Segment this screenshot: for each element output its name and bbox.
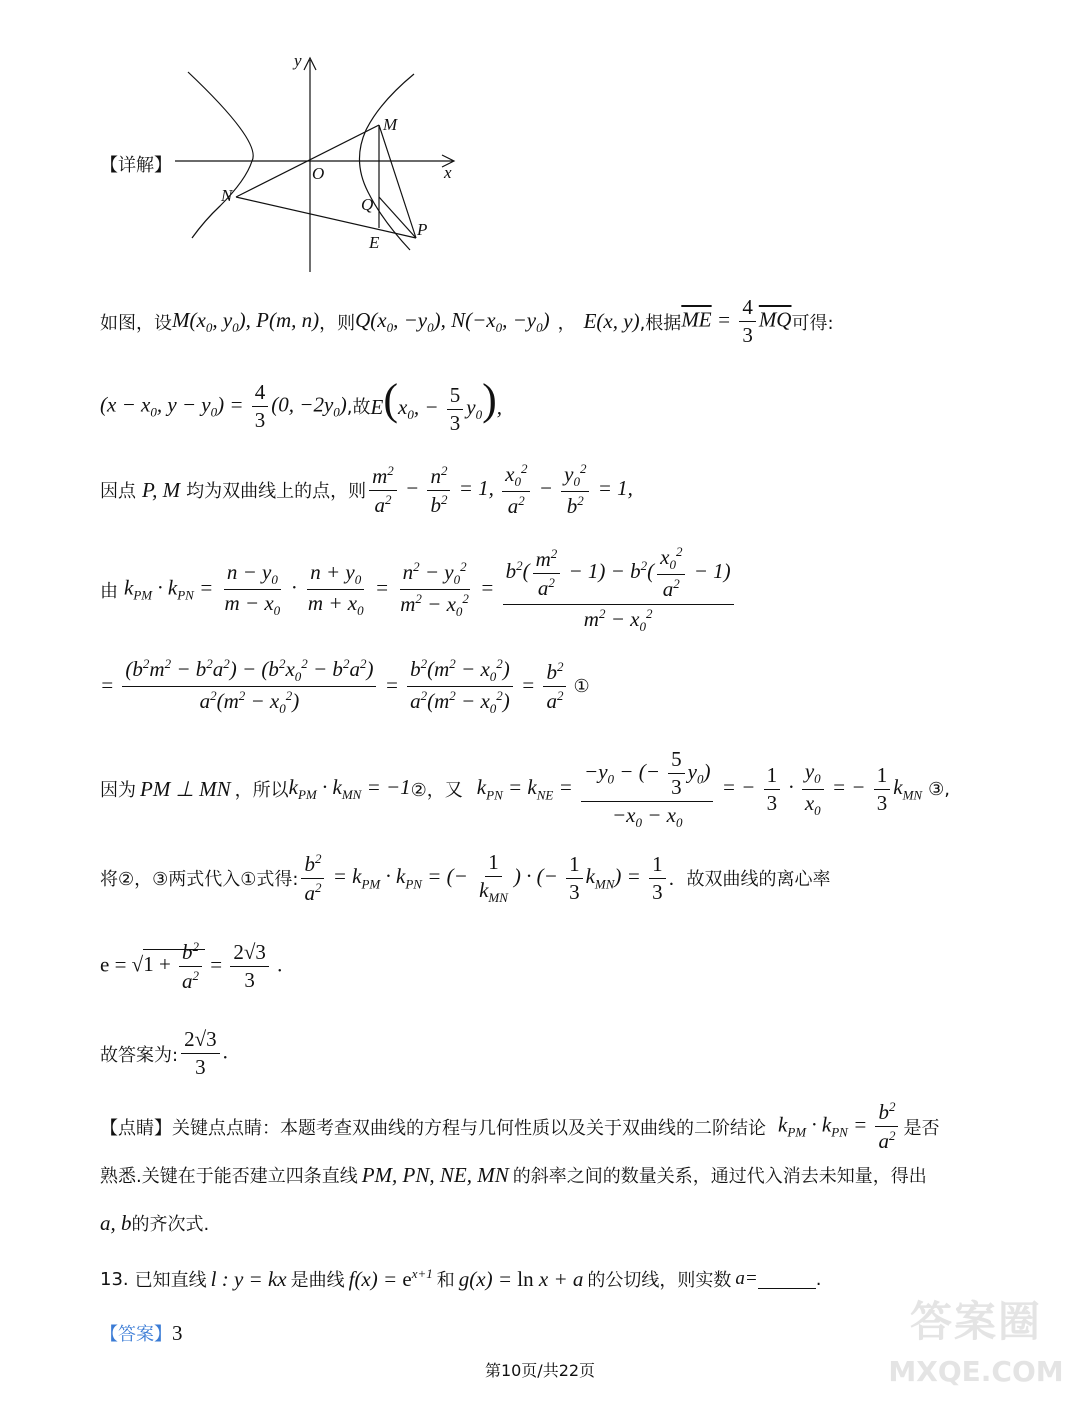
answer-value: 3 <box>172 1320 183 1345</box>
math-vector-eq: ($x - x_0$, $y - y_0$) = $\frac{4}{3}$ (0, $-2y_0$) <box>100 379 347 432</box>
line-1-prefix: 如图，设 <box>100 312 172 334</box>
label-y: y <box>294 51 302 70</box>
math-points-QN: $Q(x_0$, $-y_0$), $N(-x_0$, $-y_0$) <box>355 307 550 335</box>
math-line-l: l : y = kx <box>210 1266 287 1291</box>
comment-text-3: 的齐次式. <box>131 1214 210 1235</box>
segment-NP <box>236 197 416 238</box>
math-vector-relation: $\overline{ME}$ = $\frac{4}{3}$ $\overline{MQ}$ <box>681 295 792 348</box>
label-x: x <box>444 163 452 182</box>
math-substitution: $\frac{b^2}{a^2}$ = $k_{PM} \cdot k_{PN}$ = (− $\frac{1}{k_{MN}}$ ) · (− $\frac{1}{3}$ $k_{MN}$) = $\frac{1}{3}$ <box>298 851 668 906</box>
line-1-sep: ， <box>557 312 576 334</box>
math-eccentricity: e = √1 + $\frac{b^2}{a^2}$ = $\frac{2√3}{3}$ . <box>100 939 283 994</box>
line-8 <box>100 940 282 993</box>
hyperbola-figure <box>170 50 470 280</box>
answer-line <box>100 1320 183 1346</box>
line-1-suffix: 可得: <box>791 312 834 334</box>
comment-text-1b: 是否 <box>903 1117 940 1139</box>
line-2 <box>100 375 502 435</box>
math-simplify: = $\frac{(b^2m^2 - b^2a^2) - (b^2x_0^2 - b^2a^2)}{a^2(m^2 - x_0^2)}$ = $\frac{b^2(m^2 - x_0^2)}{a^2(m^2 - x_0^2)}$ = $\frac{b^2}{a^2}$ <box>100 657 569 717</box>
math-answer-value: $\frac{2√3}{3}$ . <box>178 1028 228 1079</box>
answer-blank <box>758 1270 816 1289</box>
question-13 <box>100 1266 821 1292</box>
watermark-bottom: MXQE.COM <box>888 1355 1064 1388</box>
math-f: $f(x) = e^{x+1}$ <box>348 1266 433 1291</box>
label-Q: Q <box>361 195 374 214</box>
comment-text-1a: 关键点点睛：本题考查双曲线的方程与几何性质以及关于双曲线的二阶结论 <box>172 1117 766 1139</box>
line-1-mid: ，则 <box>319 312 356 334</box>
math-four-lines: PM, PN, NE, MN <box>361 1162 509 1187</box>
line-7-prefix: 将②，③两式代入①式得: <box>100 869 299 891</box>
math-point-E: E(x, y) <box>583 309 640 334</box>
math-points-MP: $M(x_0$, $y_0$), P(m, n) <box>172 307 320 335</box>
segment-QP <box>379 197 416 238</box>
math-hyperbola-eqs: $\frac{m^2}{a^2}$ − $\frac{n^2}{b^2}$ = 1, $\frac{x_0^2}{a^2}$ − $\frac{y_0^2}{b^2}$ = 1, <box>366 462 633 519</box>
math-PM: P, M <box>142 477 181 502</box>
line-7-suffix: ．故双曲线的离心率 <box>668 869 831 891</box>
comment-text-2b: 的斜率之间的数量关系，通过代入消去未知量，得出 <box>512 1166 927 1187</box>
section-label-detail: 【详解】 <box>100 155 172 176</box>
line-5 <box>100 657 590 717</box>
line-4 <box>100 545 737 634</box>
math-g: g(x) = ln x + a <box>458 1266 584 1291</box>
math-point-E-coords: $E(x_0$, − $\frac{5}{3}$ $y_0$), <box>370 375 502 435</box>
question-number: 13. <box>100 1268 129 1290</box>
comment-text-2a: 熟悉.关键在于能否建立四条直线 <box>100 1166 358 1187</box>
line-2-mid: ,故 <box>346 397 371 419</box>
left-branch <box>188 72 253 238</box>
math-ab: a, b <box>100 1210 132 1235</box>
label-E: E <box>369 233 380 252</box>
q13-text-b: 是曲线 <box>290 1270 345 1291</box>
watermark-top: 答案圈 <box>909 1297 1042 1346</box>
label-P: P <box>417 220 428 239</box>
answer-tag: 【答案】 <box>100 1324 172 1345</box>
math-slope-PN: $k_{PN} = k_{NE}$ = $-y_0$ − (− $\frac{5}{3}$ $y_0$) $-x_0 - x_0$ = − $\frac{1}{3}$ · $\frac{y_0}{x_0}$ = − $\frac{1}{3}$ $k_{MN}$ <box>476 747 923 831</box>
label-O: O <box>312 164 325 183</box>
line-6-mark3: ③, <box>928 778 950 800</box>
line-1-by: ,根据 <box>639 312 682 334</box>
segment-MP <box>379 125 416 238</box>
math-second-order: $k_{PM} \cdot k_{PN}$ = $\frac{b^2}{a^2}$ <box>778 1100 901 1153</box>
q13-period: . <box>815 1268 822 1290</box>
line-9 <box>100 1028 228 1079</box>
label-N: N <box>221 186 233 205</box>
q13-text-c: 和 <box>436 1270 455 1291</box>
line-7 <box>100 851 831 906</box>
line-6-mark2: ②，又 <box>410 780 463 802</box>
answer-for-label: 故答案为: <box>100 1044 179 1066</box>
math-slope-perp: $k_{PM} \cdot k_{MN} = -1$ <box>288 775 411 803</box>
comment-line-3 <box>100 1210 209 1236</box>
line-4-prefix: 由 <box>100 580 118 602</box>
line-6-prefix: 因为 <box>100 780 136 802</box>
right-branch <box>359 74 414 250</box>
line-6-mid: ，所以 <box>234 780 289 802</box>
line-3-mid: 均为双曲线上的点，则 <box>186 481 367 503</box>
math-slope-product: $k_{PM} \cdot k_{PN}$ = $\frac{n - y_0}{m - x_0}$ · $\frac{n + y_0}{m + x_0}$ = $\frac{n^2 - y_0^2}{m^2 - x_0^2}$ = $b^2$( $\frac{m^2}{a^2}$ − $1) - b^2$( $\frac{x_0^2}{a^2}$ − 1) $m^2 - x_0^2$ <box>124 545 737 634</box>
math-perpendicular: PM ⊥ MN <box>140 776 231 801</box>
comment-line-1 <box>100 1100 939 1153</box>
line-1 <box>100 296 834 347</box>
line-3 <box>100 462 633 519</box>
label-M: M <box>383 115 398 134</box>
watermark <box>886 1289 1066 1399</box>
line-3-prefix: 因点 <box>100 481 136 503</box>
page-footer: 第10页/共22页 <box>484 1361 596 1380</box>
marker-1: ① <box>573 676 590 698</box>
comment-tag: 【点睛】 <box>100 1117 172 1139</box>
q13-variable: a= <box>735 1268 758 1289</box>
q13-text-d: 的公切线，则实数 <box>587 1270 732 1291</box>
line-6 <box>100 748 950 831</box>
comment-line-2 <box>100 1162 927 1188</box>
q13-text-a: 已知直线 <box>134 1270 207 1291</box>
